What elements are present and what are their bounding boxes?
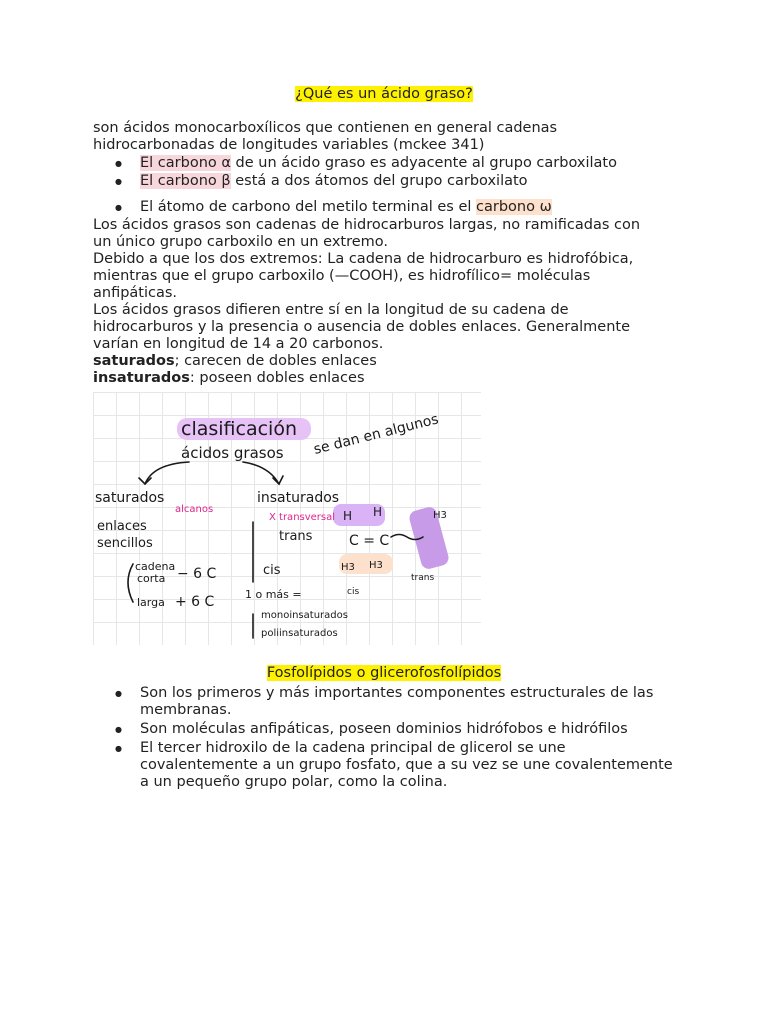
text-line: hidrocarbonadas de longitudes variables (mckee 341) bbox=[93, 137, 485, 153]
text-line: covalentemente a un grupo fosfato, que a su vez se une covalentemente bbox=[140, 757, 673, 773]
phospholipid-bullet-list bbox=[93, 685, 683, 791]
fig-insaturados: insaturados bbox=[257, 490, 340, 506]
fig-monoinsaturados: monoinsaturados bbox=[261, 610, 348, 621]
text-line: El tercer hidroxilo de la cadena principal de glicerol se une bbox=[140, 740, 566, 756]
text-line: un único grupo carboxilo en un extremo. bbox=[93, 234, 389, 250]
highlight-beta: El carbono β bbox=[140, 173, 231, 189]
list-item bbox=[93, 740, 683, 791]
text-line: Son moléculas anfipáticas, poseen dominios hidrófobos e hidrófilos bbox=[140, 721, 628, 737]
arrow-saturated bbox=[145, 462, 189, 484]
term-saturated: saturados bbox=[93, 353, 175, 369]
text: está a dos átomos del grupo carboxilato bbox=[230, 173, 528, 189]
fig-trans-small: trans bbox=[411, 573, 435, 583]
list-item bbox=[93, 721, 683, 738]
fig-cis: cis bbox=[263, 563, 281, 578]
fig-cadena: cadena bbox=[135, 560, 176, 573]
fig-saturados: saturados bbox=[95, 490, 165, 506]
fig-h-right: H bbox=[373, 505, 383, 519]
text-line: Los ácidos grasos son cadenas de hidrocarburos largas, no ramificadas con bbox=[93, 217, 641, 233]
fig-acidos-grasos: ácidos grasos bbox=[181, 444, 284, 462]
fig-mas6c: + 6 C bbox=[175, 594, 215, 610]
fig-se-dan: se dan en algunos bbox=[312, 411, 441, 458]
list-item bbox=[93, 199, 683, 216]
carbon-bullet-list bbox=[93, 155, 683, 216]
fig-h-left: H bbox=[343, 509, 353, 523]
section-title-container bbox=[0, 86, 768, 102]
list-item bbox=[93, 685, 683, 719]
arrow-unsaturated bbox=[243, 462, 279, 484]
text-line: hidrocarburos y la presencia o ausencia de dobles enlaces. Generalmente bbox=[93, 319, 630, 335]
text-line: Los ácidos grasos difieren entre sí en la longitud de su cadena de bbox=[93, 302, 569, 318]
body-paragraphs bbox=[93, 217, 683, 387]
intro-paragraph bbox=[93, 120, 683, 154]
fig-cc: C = C bbox=[349, 533, 390, 549]
text: ; carecen de dobles enlaces bbox=[174, 353, 377, 369]
handwritten-diagram bbox=[93, 392, 481, 645]
arrow-head bbox=[139, 478, 151, 484]
text: de un ácido graso es adyacente al grupo carboxilato bbox=[230, 155, 617, 171]
section-title-fatty-acid: ¿Qué es un ácido graso? bbox=[295, 86, 473, 102]
section2-title-container bbox=[0, 665, 768, 681]
highlight-alpha: El carbono α bbox=[140, 155, 231, 171]
fig-h3-top: H3 bbox=[433, 510, 447, 521]
list-item bbox=[93, 155, 683, 172]
fig-h3-left: H3 bbox=[341, 562, 355, 573]
fig-uno-o-mas: 1 o más = bbox=[245, 588, 302, 601]
text-line: membranas. bbox=[140, 702, 232, 718]
text-line: anfipáticas. bbox=[93, 285, 178, 301]
fig-menos6c: − 6 C bbox=[177, 566, 217, 582]
fig-sencillos: sencillos bbox=[97, 536, 153, 551]
fig-x-transversal: X transversal bbox=[269, 512, 336, 523]
fig-larga: larga bbox=[137, 596, 165, 609]
section-title-phospholipids: Fosfolípidos o glicerofosfolípidos bbox=[266, 665, 502, 681]
text-line: a un pequeño grupo polar, como la colina. bbox=[140, 774, 448, 790]
fig-alcanos: alcanos bbox=[175, 504, 214, 515]
text-line: mientras que el grupo carboxilo (—COOH), es hidrofílico= moléculas bbox=[93, 268, 591, 284]
fig-h3-right: H3 bbox=[369, 560, 383, 571]
fig-cis-small: cis bbox=[347, 587, 360, 597]
list-item bbox=[93, 173, 683, 190]
term-unsaturated: insaturados bbox=[93, 370, 190, 386]
handwritten-classification-figure bbox=[93, 392, 481, 645]
text-line: varían en longitud de 14 a 20 carbonos. bbox=[93, 336, 384, 352]
fig-trans: trans bbox=[279, 529, 313, 544]
text-line: son ácidos monocarboxílicos que contienen en general cadenas bbox=[93, 120, 558, 136]
text-line: Son los primeros y más importantes componentes estructurales de las bbox=[140, 685, 654, 701]
text-line: Debido a que los dos extremos: La cadena de hidrocarburo es hidrofóbica, bbox=[93, 251, 634, 267]
fig-enlaces: enlaces bbox=[97, 519, 147, 534]
fig-poliinsaturados: poliinsaturados bbox=[261, 628, 338, 639]
highlight-omega: carbono ω bbox=[476, 199, 552, 215]
fig-clasificacion: clasificación bbox=[181, 418, 297, 440]
text: El átomo de carbono del metilo terminal es el bbox=[140, 199, 476, 215]
fig-corta: corta bbox=[137, 572, 166, 585]
bracket-chain bbox=[128, 564, 133, 602]
text: : poseen dobles enlaces bbox=[189, 370, 365, 386]
